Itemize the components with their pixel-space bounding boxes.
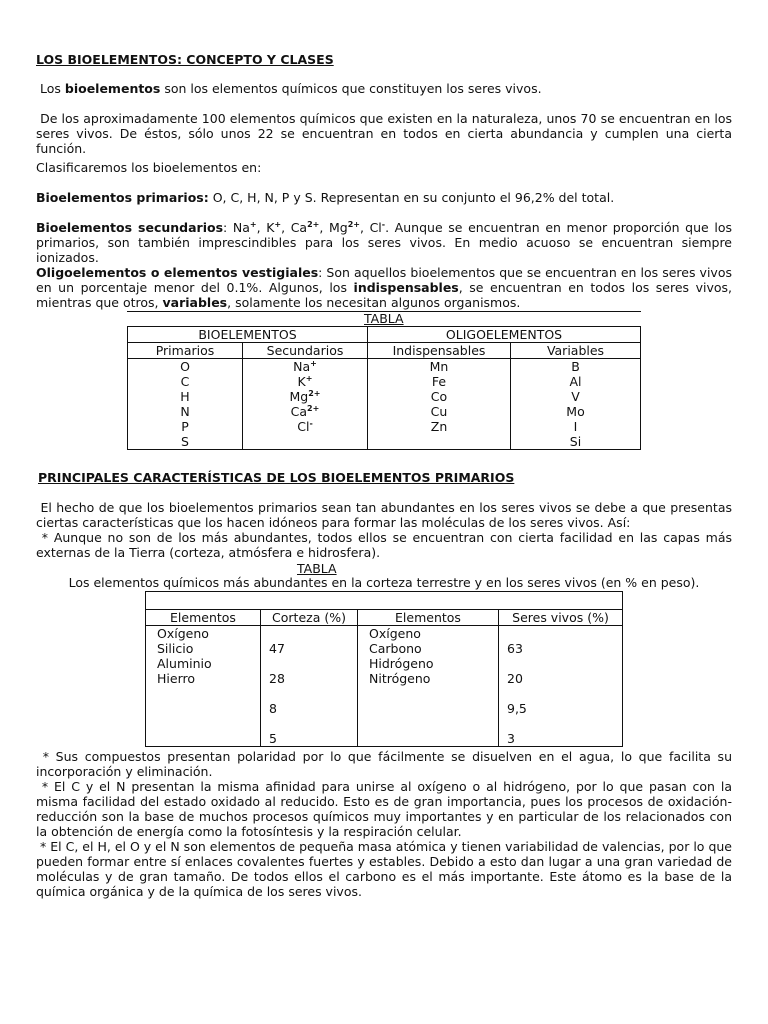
table-cell-value: 28 bbox=[269, 671, 285, 686]
bullet-afinidad: * El C y el N presentan la misma afinidad para unirse al oxígeno o al hidrógeno, por lo que pasan con la misma facilidad del estado oxidado al reducido. Esto es de gran importancia, pues los procesos de oxidación-reducción son la base de muchos procesos químicos muy importantes y en particular de los relacionados con la obtención de energía como la fotosíntesis y la respiración celular. bbox=[36, 779, 732, 839]
table-cell-value: S bbox=[181, 434, 189, 449]
table-cell-value: Cu bbox=[430, 404, 448, 419]
table-cell-value: Silicio bbox=[157, 641, 194, 656]
bullet-polaridad: * Sus compuestos presentan polaridad por lo que fácilmente se disuelven en el agua, lo que facilita su incorporación y eliminación. bbox=[36, 749, 732, 779]
table2-header: Elementos bbox=[358, 610, 499, 626]
section2-bullet-1: * Aunque no son de los más abundantes, todos ellos se encuentran con cierta facilidad en las capas más externas de la Tierra (corteza, atmósfera e hidrosfera). bbox=[36, 530, 732, 560]
table2-corteza-values bbox=[261, 626, 358, 747]
table1-col-header: Primarios bbox=[128, 343, 243, 359]
intro-paragraph-3: Clasificaremos los bioelementos en: bbox=[36, 160, 262, 175]
table-cell-value: O bbox=[180, 359, 190, 374]
table2-header: Corteza (%) bbox=[261, 610, 358, 626]
oligoelementos-paragraph: Oligoelementos o elementos vestigiales: Son aquellos bioelementos que se encuentran en los seres vivos en un porcentaje menor del 0.1%. Algunos, los indispensables, se encuentran en todos los seres vivos, mientras que otros, variables, solamente los necesitan algunos organismos. bbox=[36, 265, 733, 310]
table1-col-header: Secundarios bbox=[243, 343, 368, 359]
table2-vivos-values bbox=[499, 626, 623, 747]
table-cell-value bbox=[507, 626, 622, 641]
table1-indispensables-cell bbox=[368, 359, 511, 450]
table-cell-value: Carbono bbox=[369, 641, 422, 656]
table1-col-header: Indispensables bbox=[368, 343, 511, 359]
table-cell-value: 47 bbox=[269, 641, 285, 656]
table-cell-value: I bbox=[573, 419, 578, 434]
table1-top-rule bbox=[127, 311, 641, 312]
table-cell-value: Na+ bbox=[293, 359, 317, 374]
table1-caption: TABLA bbox=[364, 311, 404, 326]
table2-header: Seres vivos (%) bbox=[499, 610, 623, 626]
table-cell-value: Co bbox=[430, 389, 448, 404]
table-cell-value: Nitrógeno bbox=[369, 671, 431, 686]
table-cell-value: Aluminio bbox=[157, 656, 212, 671]
table-cell-value bbox=[269, 626, 357, 641]
table-cell-value: Hidrógeno bbox=[369, 656, 434, 671]
table2-vivos-elements bbox=[358, 626, 499, 747]
table2-header: Elementos bbox=[146, 610, 261, 626]
bullet-masa-atomica: * El C, el H, el O y el N son elementos de pequeña masa atómica y tienen variabilidad de valencias, por lo que pueden formar entre sí enlaces covalentes fuertes y estables. Debido a esto dan lugar a una gran variedad de moléculas y de gran tamaño. De todos ellos el carbono es el más importante. Este átomo es la base de la química orgánica y de la química de los seres vivos. bbox=[36, 839, 732, 899]
intro-paragraph-1: Los bioelementos son los elementos químicos que constituyen los seres vivos. bbox=[39, 81, 542, 96]
section2-paragraph: El hecho de que los bioelementos primarios sean tan abundantes en los seres vivos se debe a que presentas ciertas características que los hacen idóneos para formar las moléculas de los seres vivos. Así: bbox=[36, 500, 732, 530]
bioelements-table bbox=[127, 326, 641, 450]
table-cell-value: Zn bbox=[430, 419, 448, 434]
table-cell-value: $Mg^{2+}$ bbox=[289, 389, 321, 404]
table1-secundarios-cell bbox=[243, 359, 368, 450]
table-cell-value: Oxígeno bbox=[157, 626, 209, 641]
table-cell-value: K+ bbox=[297, 374, 313, 389]
table2-empty-row bbox=[146, 592, 623, 610]
table-cell-value: 63 bbox=[507, 641, 523, 656]
table-cell-value: P bbox=[181, 419, 189, 434]
table-cell-value: 8 bbox=[269, 701, 277, 716]
table-cell-value: V bbox=[571, 389, 580, 404]
table1-primarios-cell bbox=[128, 359, 243, 450]
table2-corteza-elements bbox=[146, 626, 261, 747]
table-cell-value bbox=[269, 656, 357, 671]
secundarios-paragraph: Bioelementos secundarios: Na+, K+, $Ca^{2+}$, $Mg^{2+}$, Cl-. Aunque se encuentran en menor proporción que los primarios, son también imprescindibles para los seres vivos. En medio acuoso se encuentran siempre ionizados. bbox=[36, 220, 732, 265]
table1-variables-cell bbox=[511, 359, 641, 450]
table-cell-value: C bbox=[180, 374, 190, 389]
table1-col-header: Variables bbox=[511, 343, 641, 359]
table-cell-value: Al bbox=[569, 374, 582, 389]
table2-subtitle: Los elementos químicos más abundantes en la corteza terrestre y en los seres vivos (en % en peso). bbox=[68, 575, 700, 590]
table-cell-value: N bbox=[180, 404, 190, 419]
intro-paragraph-2: De los aproximadamente 100 elementos químicos que existen en la naturaleza, unos 70 se encuentran en los seres vivos. De éstos, sólo unos 22 se encuentran en todos en cierta abundancia y cumplen una cierta función. bbox=[36, 111, 732, 156]
table-cell-value: Mn bbox=[429, 359, 449, 374]
table-cell-value: Si bbox=[569, 434, 582, 449]
table-cell-value: 5 bbox=[269, 731, 277, 746]
table-cell-value: Cl- bbox=[297, 419, 313, 434]
table-cell-value: 3 bbox=[507, 731, 515, 746]
table-cell-value: $Ca^{2+}$ bbox=[290, 404, 320, 419]
primarios-paragraph: Bioelementos primarios: O, C, H, N, P y S. Representan en su conjunto el 96,2% del total. bbox=[36, 190, 615, 205]
page-title: LOS BIOELEMENTOS: CONCEPTO Y CLASES bbox=[36, 52, 334, 67]
table-cell-value bbox=[269, 686, 357, 701]
table1-group-header: OLIGOELEMENTOS bbox=[368, 327, 641, 343]
table-cell-value: Mo bbox=[566, 404, 585, 419]
table-cell-value: H bbox=[180, 389, 190, 404]
table-cell-value: 20 bbox=[507, 671, 523, 686]
table1-group-header: BIOELEMENTOS bbox=[128, 327, 368, 343]
table-cell-value: B bbox=[571, 359, 580, 374]
table-cell-value: 9,5 bbox=[507, 701, 527, 716]
abundance-table bbox=[145, 591, 623, 747]
table2-caption: TABLA bbox=[297, 561, 337, 576]
table-cell-value: Hierro bbox=[157, 671, 195, 686]
table-cell-value bbox=[269, 716, 357, 731]
table-cell-value bbox=[507, 716, 622, 731]
table-cell-value: Oxígeno bbox=[369, 626, 421, 641]
table-cell-value bbox=[507, 656, 622, 671]
table-cell-value: Fe bbox=[431, 374, 447, 389]
section2-title: PRINCIPALES CARACTERÍSTICAS DE LOS BIOELEMENTOS PRIMARIOS bbox=[38, 470, 515, 485]
table-cell-value bbox=[507, 686, 622, 701]
